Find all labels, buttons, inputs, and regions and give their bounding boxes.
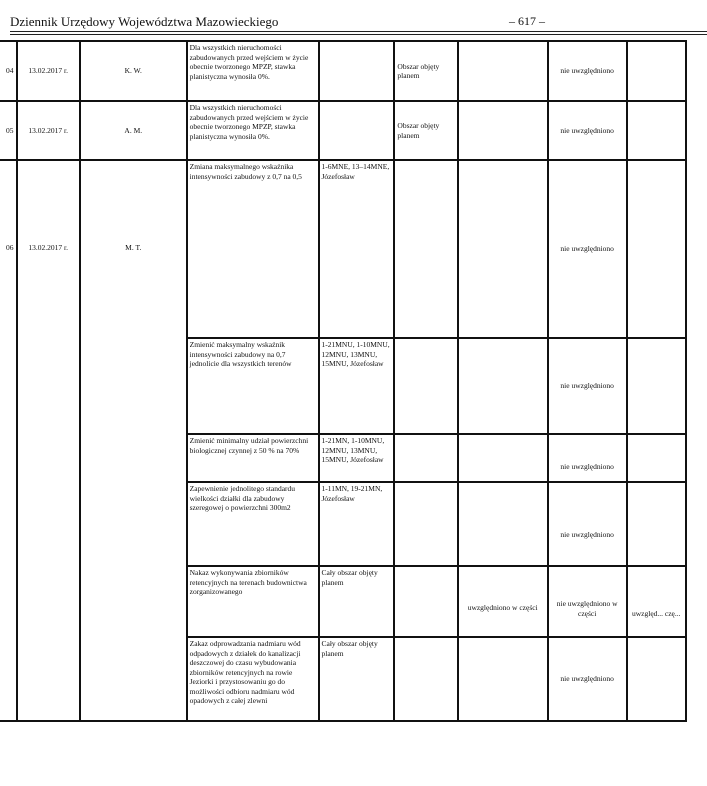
row-location: Cały obszar objęty planem (319, 566, 395, 637)
row-area: Obszar objęty planem (394, 101, 457, 160)
row-status: nie uwzględniono (548, 434, 627, 482)
row-status: nie uwzględniono (548, 338, 627, 434)
row-name: A. M. (80, 101, 187, 160)
row-content: Zakaz odprowadzania nadmiaru wód odpadowych z działek do kanalizacji deszczowej do czasu wybudowania zbiorników retencyjnych na rowie Jeziorki i przystosowaniu go do możliwości odbioru nadmiaru wód opadowych z całej zlewni (187, 637, 319, 721)
row-status: nie uwzględniono (548, 41, 627, 101)
row-resolution (458, 482, 548, 566)
row-location (319, 41, 395, 101)
row-resolution (458, 160, 548, 338)
table-row (0, 160, 686, 338)
journal-title: Dziennik Urzędowy Województwa Mazowieckiego (10, 14, 279, 29)
row-resolution (458, 637, 548, 721)
row-area (394, 482, 457, 566)
row-resolution (458, 41, 548, 101)
table-row (0, 41, 686, 101)
row-area: Obszar objęty planem (394, 41, 457, 101)
row-resolution (458, 434, 548, 482)
row-resolution (458, 338, 548, 434)
row-area (394, 338, 457, 434)
row-note (627, 637, 687, 721)
table-row (0, 101, 686, 160)
row-content: Dla wszystkich nieruchomości zabudowanych przed wejściem w życie obecnie tworzonego MPZP, stawka planistyczna wynosiła 0%. (187, 101, 319, 160)
row-location: 1-6MNE, 13–14MNE, Józefosław (319, 160, 395, 338)
row-date: 13.02.2017 r. (17, 41, 80, 101)
page-number: – 617 – (509, 14, 545, 28)
row-note (627, 41, 687, 101)
row-status: nie uwzględniono (548, 637, 627, 721)
row-note (627, 434, 687, 482)
row-status: nie uwzględniono (548, 160, 627, 338)
row-status: nie uwzględniono (548, 101, 627, 160)
remarks-table (0, 40, 687, 722)
header-rule (10, 31, 707, 32)
row-date: 13.02.2017 r. (17, 101, 80, 160)
row-number: 06 (0, 160, 17, 721)
row-content: Dla wszystkich nieruchomości zabudowanych przed wejściem w życie obecnie tworzonego MPZP, stawka planistyczna wynosiła 0%. (187, 41, 319, 101)
row-resolution: uwzględniono w części (458, 566, 548, 637)
row-area (394, 434, 457, 482)
row-status: nie uwzględniono (548, 482, 627, 566)
row-note (627, 101, 687, 160)
row-resolution (458, 101, 548, 160)
row-name: M. T. (80, 160, 187, 721)
row-number: 05 (0, 101, 17, 160)
row-note (627, 160, 687, 338)
row-area (394, 160, 457, 338)
header-rule-2 (10, 34, 707, 35)
row-location: 1-11MN, 19-21MN, Józefosław (319, 482, 395, 566)
row-area (394, 637, 457, 721)
row-area (394, 566, 457, 637)
row-location: 1-21MN, 1-10MNU, 12MNU, 13MNU, 15MNU, Józefosław (319, 434, 395, 482)
row-location: Cały obszar objęty planem (319, 637, 395, 721)
row-content: Zapewnienie jednolitego standardu wielkości działki dla zabudowy szeregowej o powierzchni 300m2 (187, 482, 319, 566)
row-note: uwzględ... czę... (627, 566, 687, 637)
row-note (627, 482, 687, 566)
row-content: Nakaz wykonywania zbiorników retencyjnych na terenach budownictwa zorganizowanego (187, 566, 319, 637)
row-number: 04 (0, 41, 17, 101)
page-header (10, 14, 707, 32)
row-content: Zmienić minimalny udział powierzchni biologicznej czynnej z 50 % na 70% (187, 434, 319, 482)
row-content: Zmiana maksymalnego wskaźnika intensywności zabudowy z 0,7 na 0,5 (187, 160, 319, 338)
row-location: 1-21MNU, 1-10MNU, 12MNU, 13MNU, 15MNU, Józefosław (319, 338, 395, 434)
row-status: nie uwzględniono w części (548, 566, 627, 637)
row-date: 13.02.2017 r. (17, 160, 80, 721)
row-location (319, 101, 395, 160)
row-content: Zmienić maksymalny wskaźnik intensywności zabudowy na 0,7 jednolicie dla wszystkich terenów (187, 338, 319, 434)
row-note (627, 338, 687, 434)
row-name: K. W. (80, 41, 187, 101)
